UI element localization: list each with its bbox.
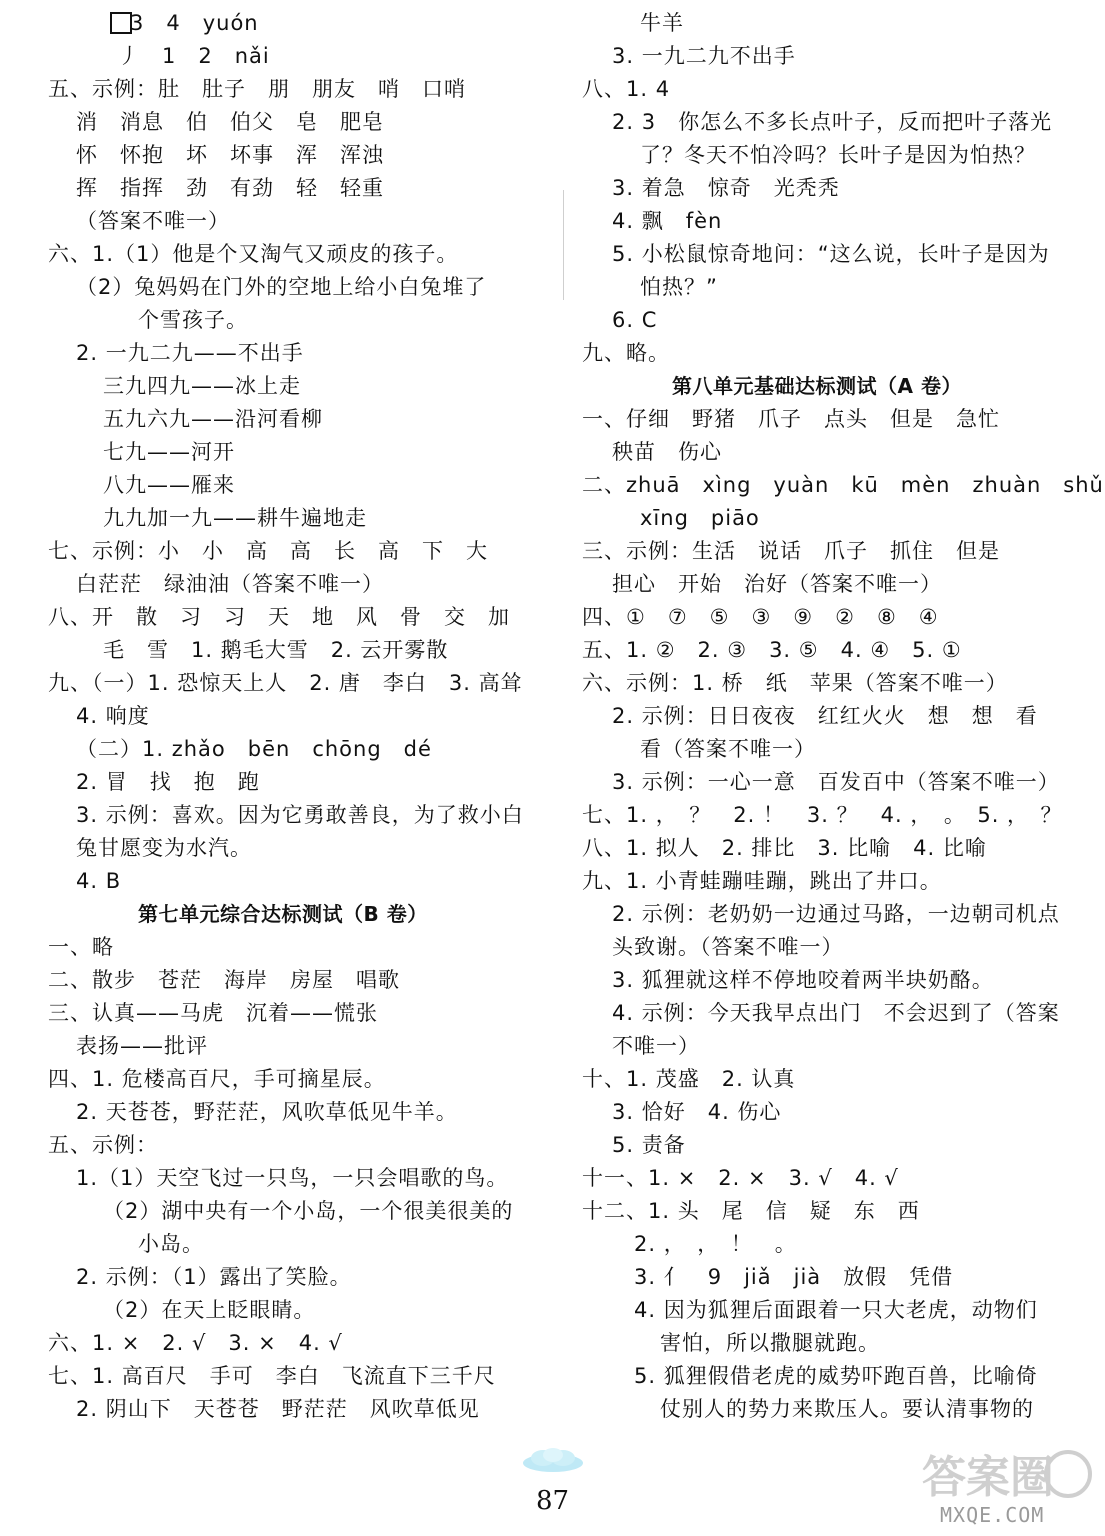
left-answer-line: 九九加一九——耕牛遍地走 (103, 506, 367, 530)
left-answer-line: 白茫茫 绿油油（答案不唯一） (76, 572, 384, 596)
left-answer-line: 八、开 散 习 习 天 地 风 骨 交 加 (48, 605, 510, 629)
right-answer-line: 十、1. 茂盛 2. 认真 (582, 1067, 796, 1091)
right-answer-line: 3. 狐狸就这样不停地咬着两半块奶酪。 (612, 968, 994, 992)
right-answer-line: 二、zhuā xìng yuàn kū mèn zhuàn shǔ (582, 473, 1104, 497)
right-answer-line: 害怕，所以撒腿就跑。 (660, 1331, 880, 1355)
right-answer-line: 十二、1. 头 尾 信 疑 东 西 (582, 1199, 920, 1223)
right-answer-line: 仗别人的势力来欺压人。要认清事物的 (660, 1397, 1034, 1421)
right-answer-line: 3. 一九二九不出手 (612, 44, 796, 68)
cloud-decoration-icon (515, 1447, 591, 1473)
left-answer-line: （答案不唯一） (76, 209, 230, 233)
left-answer-line: 三、认真——马虎 沉着——慌张 (48, 1001, 378, 1025)
left-answer-line: 兔甘愿变为水汽。 (76, 836, 252, 860)
right-answer-line: 4. 因为狐狸后面跟着一只大老虎，动物们 (634, 1298, 1038, 1322)
left-answer-line: 消 消息 伯 伯父 皂 肥皂 (76, 110, 384, 134)
right-answer-line: 5. 责备 (612, 1133, 686, 1157)
left-answer-line: 个雪孩子。 (138, 308, 248, 332)
right-answer-line: 6. C (612, 308, 658, 332)
right-answer-line: 3. 恰好 4. 伤心 (612, 1100, 782, 1124)
right-answer-line: 2. 3 你怎么不多长点叶子，反而把叶子落光 (612, 110, 1053, 134)
right-answer-line: 3. 亻 9 jiǎ jià 放假 凭借 (634, 1265, 954, 1289)
right-answer-line: 九、略。 (582, 341, 670, 365)
left-answer-line: 九、（一）1. 恐惊天上人 2. 唐 李白 3. 高耸 (48, 671, 523, 695)
left-answer-line: 2. 示例：（1）露出了笑脸。 (76, 1265, 352, 1289)
section-heading-right: 第八单元基础达标测试（A 卷） (672, 374, 962, 398)
left-answer-line: 4. 响度 (76, 704, 150, 728)
right-answer-line: 五、1. ② 2. ③ 3. ⑤ 4. ④ 5. ① (582, 638, 962, 662)
left-answer-line: 2. 阴山下 天苍苍 野茫茫 风吹草低见 (76, 1397, 480, 1421)
left-answer-line: 表扬——批评 (76, 1034, 208, 1058)
right-answer-line: 5. 狐狸假借老虎的威势吓跑百兽，比喻倚 (634, 1364, 1038, 1388)
left-answer-line: 五、示例： (48, 1133, 158, 1157)
right-answer-line: 牛羊 (640, 11, 684, 35)
left-answer-line: 七九——河开 (103, 440, 235, 464)
right-answer-line: 怕热？” (640, 275, 718, 299)
right-answer-line: xīng piāo (640, 506, 760, 530)
left-answer-line: 七、1. 高百尺 手可 李白 飞流直下三千尺 (48, 1364, 496, 1388)
left-answer-line: 2. 天苍苍，野茫茫，风吹草低见牛羊。 (76, 1100, 458, 1124)
left-answer-line: 二、散步 苍茫 海岸 房屋 唱歌 (48, 968, 400, 992)
left-answer-line: 4. B (76, 869, 122, 893)
left-answer-line: 怀 怀抱 坏 坏事 浑 浑浊 (76, 143, 384, 167)
left-answer-line: 八九——雁来 (103, 473, 235, 497)
left-answer-line: 毛 雪 1. 鹅毛大雪 2. 云开雾散 (103, 638, 449, 662)
right-answer-line: 5. 小松鼠惊奇地问：“这么说，长叶子是因为 (612, 242, 1050, 266)
right-answer-line: 七、1. ， ？ 2. ！ 3. ？ 4. ， 。 5. ， ？ (582, 803, 1063, 827)
left-answer-line: 五九六九——沿河看柳 (103, 407, 323, 431)
right-answer-line: 担心 开始 治好（答案不唯一） (612, 572, 942, 596)
left-answer-line: 一、略 (48, 935, 114, 959)
right-answer-line: 2. ， ， ！ 。 (634, 1232, 797, 1256)
right-answer-line: 三、示例：生活 说话 爪子 抓住 但是 (582, 539, 1000, 563)
left-answer-line: 2. 冒 找 抱 跑 (76, 770, 260, 794)
right-answer-line: 四、① ⑦ ⑤ ③ ⑨ ② ⑧ ④ (582, 605, 939, 629)
left-answer-line: 七、示例：小 小 高 高 长 高 下 大 (48, 539, 488, 563)
left-answer-line: （二）1. zhǎo bēn chōng dé (76, 737, 432, 761)
left-answer-line: 四、1. 危楼高百尺，手可摘星辰。 (48, 1067, 386, 1091)
right-answer-line: 六、示例：1. 桥 纸 苹果（答案不唯一） (582, 671, 1008, 695)
right-answer-line: 秧苗 伤心 (612, 440, 722, 464)
right-answer-line: 十一、1. × 2. × 3. √ 4. √ (582, 1166, 899, 1190)
page-number: 87 (535, 1486, 570, 1516)
watermark-logo-text: 答案圈 (922, 1452, 1054, 1503)
left-answer-line: 三九四九——冰上走 (103, 374, 301, 398)
watermark-url: MXQE.COM (940, 1503, 1045, 1527)
right-answer-line: 一、仔细 野猪 爪子 点头 但是 急忙 (582, 407, 1000, 431)
right-answer-line: 2. 示例：老奶奶一边通过马路，一边朝司机点 (612, 902, 1060, 926)
column-divider (563, 190, 564, 300)
right-answer-line: 八、1. 4 (582, 77, 671, 101)
section-heading-left: 第七单元综合达标测试（B 卷） (138, 902, 428, 926)
right-answer-line: 4. 飘 fèn (612, 209, 723, 233)
left-answer-line: 2. 一九二九——不出手 (76, 341, 304, 365)
right-answer-line: 3. 示例：一心一意 百发百中（答案不唯一） (612, 770, 1060, 794)
left-answer-line: （2）湖中央有一个小岛，一个很美很美的 (103, 1199, 514, 1223)
left-answer-line: 五、示例：肚 肚子 朋 朋友 哨 口哨 (48, 77, 466, 101)
right-answer-line: 了？冬天不怕冷吗？长叶子是因为怕热？ (640, 143, 1036, 167)
right-answer-line: 头致谢。（答案不唯一） (612, 935, 844, 959)
left-answer-line: 六、1. × 2. √ 3. × 4. √ (48, 1331, 343, 1355)
left-answer-line: （2）在天上眨眼睛。 (103, 1298, 316, 1322)
left-answer-line: 1.（1）天空飞过一只鸟，一只会唱歌的鸟。 (76, 1166, 509, 1190)
left-answer-line: 小岛。 (138, 1232, 204, 1256)
left-answer-line: （2）兔妈妈在门外的空地上给小白兔堆了 (76, 275, 487, 299)
left-answer-line: 3 4 yuón (130, 11, 259, 35)
left-answer-line: 丿 1 2 nǎi (118, 44, 270, 68)
right-answer-line: 不唯一） (612, 1034, 700, 1058)
square-box-icon (110, 12, 132, 34)
right-answer-line: 看（答案不唯一） (640, 737, 816, 761)
left-answer-line: 挥 指挥 劲 有劲 轻 轻重 (76, 176, 384, 200)
right-answer-line: 2. 示例：日日夜夜 红红火火 想 想 看 (612, 704, 1038, 728)
right-answer-line: 4. 示例：今天我早点出门 不会迟到了（答案 (612, 1001, 1060, 1025)
left-answer-line: 3. 示例：喜欢。因为它勇敢善良，为了救小白 (76, 803, 524, 827)
left-answer-line: 六、1.（1）他是个又淘气又顽皮的孩子。 (48, 242, 459, 266)
right-answer-line: 九、1. 小青蛙蹦哇蹦，跳出了井口。 (582, 869, 942, 893)
right-answer-line: 3. 着急 惊奇 光秃秃 (612, 176, 840, 200)
right-answer-line: 八、1. 拟人 2. 排比 3. 比喻 4. 比喻 (582, 836, 987, 860)
